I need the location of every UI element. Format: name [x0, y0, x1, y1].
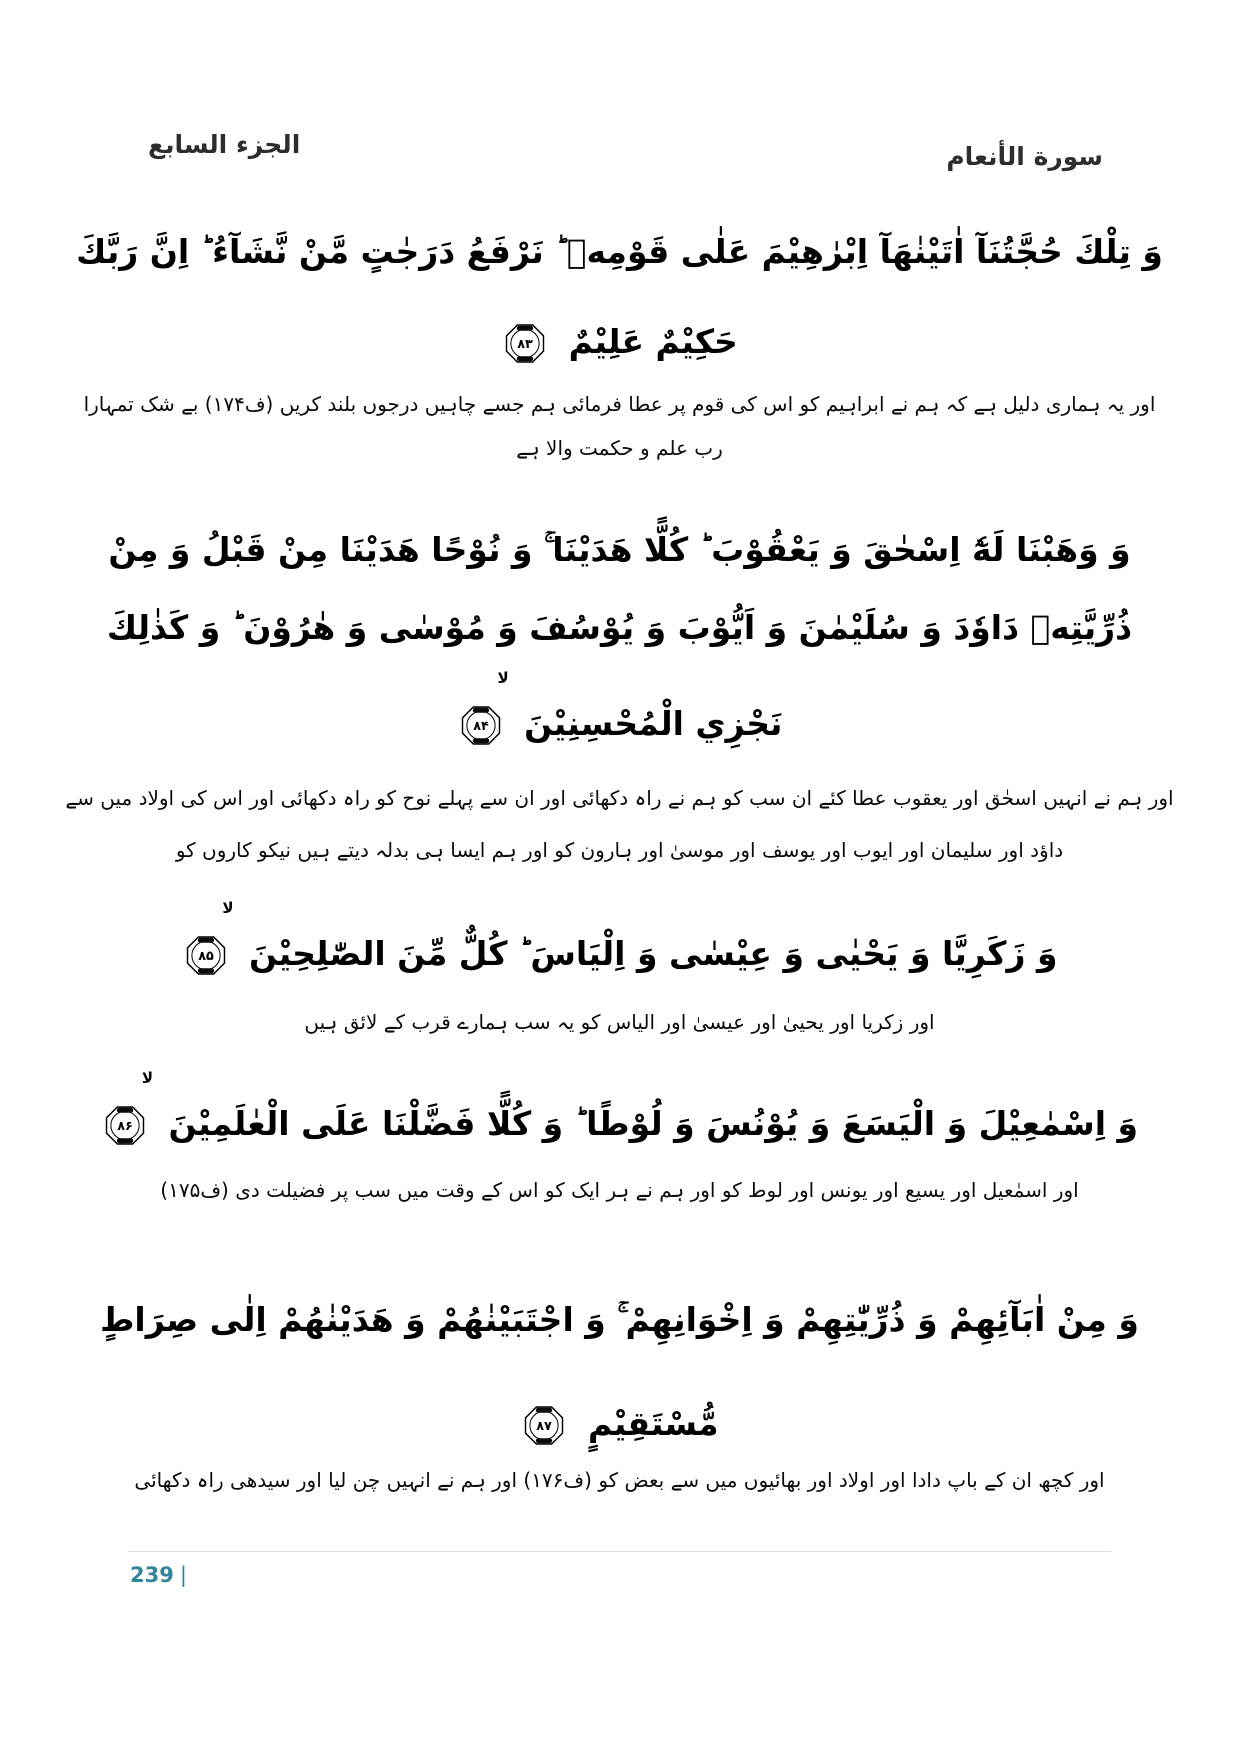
ayah-86-arabic-text: وَ اِسْمٰعِيْلَ وَ الْيَسَعَ وَ يُوْنُسَ وَ لُوْطًا ؕ وَ كُلًّا فَضَّلْنَا عَلَى الْعٰلَمِيْنَ: [168, 1104, 1139, 1143]
stop-mark: لا: [222, 898, 234, 917]
surah-calligraphy: سورة الأنعام: [946, 142, 1103, 171]
ayah-85-medallion: [184, 898, 234, 998]
ayah-87-arabic-text: مُّسْتَقِيْمٍ: [587, 1404, 719, 1443]
ayah-83-urdu-line-1: اور یہ ہماری دلیل ہے کہ ہم نے ابراہیم کو اس کی قوم پر عطا فرمائی ہم جسے چاہیں درجوں بلند کریں (ف۱۷۴) بے شک تمہارا: [83, 392, 1156, 416]
ayah-83-arabic-line-2: [58, 300, 1181, 384]
ayah-83-medallion: [503, 302, 547, 386]
ayah-83-arabic-text: حَكِيْمٌ عَلِيْمٌ: [568, 322, 738, 361]
ayah-85-urdu-line-1: اور زکریا اور یحییٰ اور عیسیٰ اور الیاس کو یہ سب ہمارے قرب کے لائق ہیں: [304, 1010, 935, 1034]
ayah-84-urdu-line-2: داؤد اور سلیمان اور ایوب اور یوسف اور موسیٰ اور ہارون کو اور ہم ایسا ہی بدلہ دیتے ہیں نیکو کاروں کو: [175, 838, 1064, 862]
stop-mark: لا: [141, 1068, 153, 1087]
ayah-87-arabic-line-2: [58, 1382, 1181, 1466]
ayah-number: ۸۴: [472, 718, 489, 734]
ayah-84-arabic-line-3: [58, 668, 1181, 766]
stop-mark: لا: [497, 668, 509, 687]
ayah-86-medallion: [103, 1068, 153, 1168]
page-number-value: 239: [130, 1563, 174, 1587]
ayah-85-arabic-line-1: [58, 898, 1181, 996]
ayah-number: ۸۷: [536, 1418, 553, 1434]
ayah-end-medallion-icon: [103, 1100, 147, 1151]
ayah-86-arabic-line-1: [58, 1068, 1181, 1166]
ayah-end-medallion-icon: [184, 930, 228, 981]
ayah-number: ۸۵: [197, 948, 214, 964]
ayah-number: ۸۶: [117, 1118, 133, 1134]
ayah-83-urdu-line-2: رب علم و حکمت والا ہے: [516, 436, 723, 460]
ayah-86-urdu-line-1: اور اسمٰعیل اور یسیع اور یونس اور لوط کو اور ہم نے ہر ایک کو اس کے وقت میں سب پر فضیلت دی (ف۱۷۵): [160, 1178, 1079, 1202]
ayah-83-arabic-line-1: وَ تِلْكَ حُجَّتُنَآ اٰتَيْنٰهَآ اِبْرٰهِيْمَ عَلٰى قَوْمِهٖ ؕ نَرْفَعُ دَرَجٰتٍ مَّنْ نَّشَآءُ ؕ اِنَّ رَبَّكَ: [76, 232, 1163, 271]
footer-divider-line: [128, 1551, 1111, 1552]
page-number: [130, 1563, 187, 1587]
ayah-number: ۸۳: [517, 336, 533, 352]
ayah-84-arabic-line-2: ذُرِّيَّتِهٖ دَاوٗدَ وَ سُلَيْمٰنَ وَ اَيُّوْبَ وَ يُوْسُفَ وَ مُوْسٰى وَ هٰرُوْنَ ؕ وَ كَذٰلِكَ: [106, 608, 1133, 647]
ayah-84-arabic-line-1: وَ وَهَبْنَا لَهٗٓ اِسْحٰقَ وَ يَعْقُوْبَ ؕ كُلًّا هَدَيْنَا ۚ وَ نُوْحًا هَدَيْنَا مِنْ قَبْلُ وَ مِنْ: [108, 530, 1131, 569]
ayah-end-medallion-icon: [459, 700, 503, 751]
page-number-divider: |: [179, 1563, 187, 1587]
ayah-84-arabic-text: نَجْزِي الْمُحْسِنِيْنَ: [524, 704, 783, 743]
juz-calligraphy: الجزء السابع: [148, 130, 301, 159]
ayah-87-arabic-line-1: وَ مِنْ اٰبَآئِهِمْ وَ ذُرِّيّٰتِهِمْ وَ اِخْوَانِهِمْ ۚ وَ اجْتَبَيْنٰهُمْ وَ هَدَيْنٰهُمْ اِلٰى صِرَاطٍ: [100, 1300, 1139, 1339]
ayah-end-medallion-icon: [522, 1400, 566, 1451]
ayah-84-medallion: [459, 668, 509, 768]
ayah-84-urdu-line-1: اور ہم نے انہیں اسحٰق اور یعقوب عطا کئے ان سب کو ہم نے راہ دکھائی اور ان سے پہلے نوح کو راہ دکھائی اور اس کی اولاد میں سے: [65, 786, 1174, 810]
ayah-end-medallion-icon: [503, 318, 547, 369]
ayah-85-arabic-text: وَ زَكَرِيَّا وَ يَحْيٰى وَ عِيْسٰى وَ اِلْيَاسَ ؕ كُلٌّ مِّنَ الصّٰلِحِيْنَ: [249, 934, 1058, 973]
ayah-87-urdu-line-1: اور کچھ ان کے باپ دادا اور اولاد اور بھائیوں میں سے بعض کو (ف۱۷۶) اور ہم نے انہیں چن لیا اور سیدھی راہ دکھائی: [134, 1468, 1105, 1492]
ayah-87-medallion: [522, 1384, 566, 1468]
